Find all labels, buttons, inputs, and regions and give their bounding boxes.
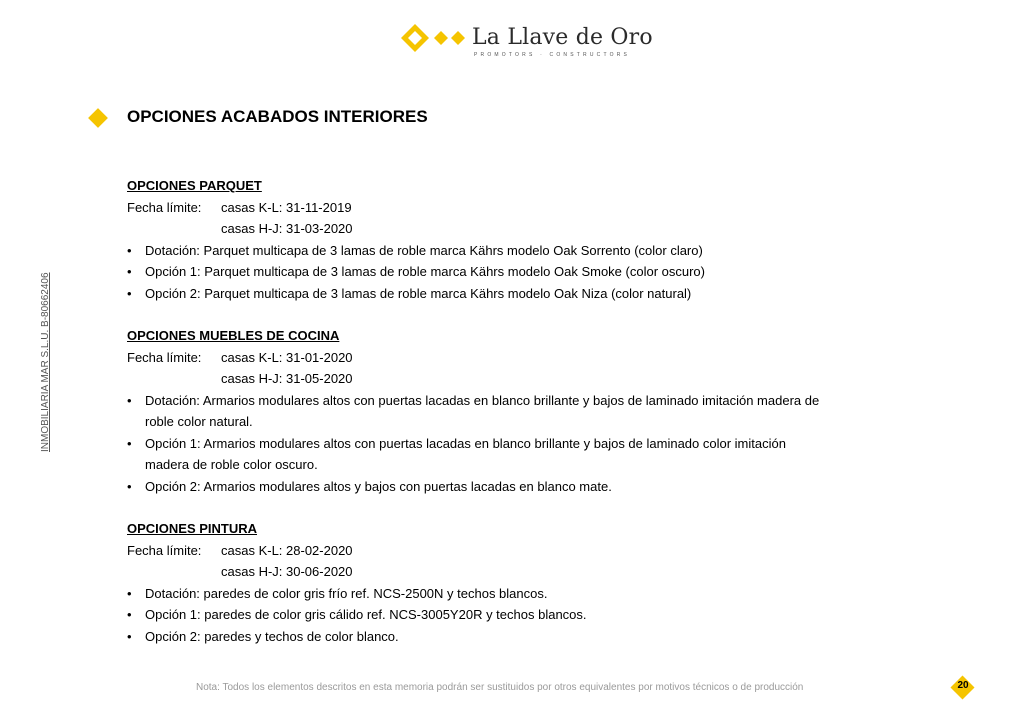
company-registration-text: INMOBILIARIA MAR S.L.U. B-80662406 [40, 272, 51, 452]
deadline-row [127, 347, 907, 369]
logo-subtitle: PROMOTORS · CONSTRUCTORS [474, 52, 631, 58]
deadline-value: casas K-L: 31-01-2020 [221, 349, 353, 365]
deadline-row [127, 540, 907, 562]
list-item [127, 240, 907, 262]
bullet-dot: • [127, 478, 132, 494]
deadline-value: casas K-L: 31-11-2019 [221, 199, 352, 215]
list-item [127, 476, 907, 498]
section-heading: OPCIONES PARQUET [127, 178, 262, 193]
company-logo [398, 20, 653, 64]
footer-note: Nota: Todos los elementos descritos en esta memoria podrán ser sustituidos por otros equivalentes por motivos técnicos o de producción [196, 682, 804, 693]
deadline-row [127, 197, 907, 219]
deadline-label: Fecha límite: [127, 349, 202, 365]
deadline-label: Fecha límite: [127, 542, 202, 558]
list-item [127, 390, 907, 433]
bullet-dot: • [127, 607, 132, 622]
section-heading: OPCIONES PINTURA [127, 521, 258, 536]
diamond-logo-icon [398, 20, 470, 60]
list-item-text: Opción 2: Parquet multicapa de 3 lamas de roble marca Kährs modelo Oak Niza (color natural) [145, 285, 692, 301]
bullet-dot: • [127, 585, 132, 601]
section-cocina [127, 325, 907, 497]
section-parquet [127, 175, 907, 304]
deadline-row [127, 368, 907, 390]
page-title: OPCIONES ACABADOS INTERIORES [127, 107, 428, 126]
list-item-text: Opción 2: paredes y techos de color blanco. [145, 628, 399, 644]
deadline-value: casas K-L: 28-02-2020 [221, 542, 353, 558]
bullet-dot: • [127, 628, 132, 644]
section-heading: OPCIONES MUEBLES DE COCINA [127, 328, 340, 343]
list-item [127, 604, 907, 626]
list-item-text: Opción 1: Armarios modulares altos con puertas lacadas en blanco brillante y bajos de laminado color imitación [145, 435, 786, 451]
document-body [127, 175, 907, 668]
deadline-value: casas H-J: 30-06-2020 [221, 564, 353, 579]
list-item [127, 583, 907, 605]
list-item-text-continued: madera de roble color oscuro. [145, 457, 318, 472]
list-item-text-continued: roble color natural. [145, 414, 253, 429]
deadline-row [127, 561, 907, 583]
deadline-value: casas H-J: 31-05-2020 [221, 371, 353, 386]
bullet-dot: • [127, 285, 132, 301]
section-pintura [127, 518, 907, 647]
list-item-text: Opción 2: Armarios modulares altos y bajos con puertas lacadas en blanco mate. [145, 478, 612, 494]
list-item [127, 433, 907, 476]
list-item-text: Dotación: Armarios modulares altos con puertas lacadas en blanco brillante y bajos de laminado imitación madera de [145, 392, 820, 408]
page-number-badge [951, 676, 975, 700]
list-item [127, 283, 907, 305]
deadline-value: casas H-J: 31-03-2020 [221, 221, 353, 236]
page-number: 20 [957, 680, 969, 691]
list-item [127, 261, 907, 283]
logo-name: La Llave de Oro [472, 25, 653, 50]
bullet-dot: • [127, 242, 132, 258]
title-diamond-icon [88, 108, 108, 128]
bullet-dot: • [127, 264, 132, 279]
deadline-row [127, 218, 907, 240]
list-item-text: Dotación: Parquet multicapa de 3 lamas de roble marca Kährs modelo Oak Sorrento (color claro) [145, 242, 703, 258]
deadline-label: Fecha límite: [127, 199, 202, 215]
list-item-text: Dotación: paredes de color gris frío ref. NCS-2500N y techos blancos. [145, 585, 548, 601]
list-item-text: Opción 1: Parquet multicapa de 3 lamas de roble marca Kährs modelo Oak Smoke (color oscuro) [145, 264, 705, 279]
bullet-dot: • [127, 392, 132, 408]
list-item [127, 626, 907, 648]
list-item-text: Opción 1: paredes de color gris cálido ref. NCS-3005Y20R y techos blancos. [145, 607, 587, 622]
bullet-dot: • [127, 435, 132, 451]
